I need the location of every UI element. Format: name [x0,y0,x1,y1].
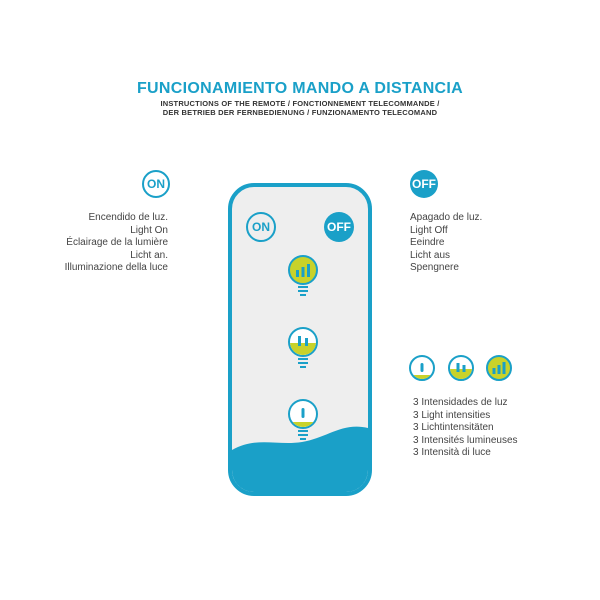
on-description-line: Éclairage de la lumière [66,237,168,248]
page-title: FUNCIONAMIENTO MANDO A DISTANCIA [136,80,464,97]
on-description-line: Light On [130,224,168,236]
remote-wave-decoration [232,422,368,492]
intensity-description-line: 3 Intensità di luce [413,447,491,458]
bulb-high-intensity-icon[interactable] [287,254,319,300]
off-legend-badge: OFF [410,170,438,198]
on-legend-badge: ON [142,170,170,198]
intensity-description-line: 3 Intensités lumineuses [413,434,518,446]
bulb-high-intensity-icon [485,354,513,382]
page-subtitle-line1: INSTRUCTIONS OF THE REMOTE / FONCTIONNEMENT TELECOMMANDE / [160,99,440,108]
remote-off-button[interactable]: OFF [324,212,354,242]
on-description [65,212,168,275]
bulb-medium-intensity-icon[interactable] [287,326,319,372]
off-description-line: Eeindre [410,237,445,248]
on-description-line: Encendido de luz. [88,212,168,223]
off-description [410,212,482,275]
page-subtitle-line2: DER BETRIEB DER FERNBEDIENUNG / FUNZIONAMENTO TELECOMAND [162,108,438,117]
on-description-line: Licht an. [130,249,168,261]
bulb-low-intensity-icon [408,354,436,382]
bulb-medium-intensity-icon [447,354,475,382]
intensity-description-line: 3 Intensidades de luz [413,397,508,408]
off-description-line: Apagado de luz. [410,212,483,223]
remote-control [228,183,372,496]
off-description-line: Light Off [410,224,448,236]
on-description-line: Illuminazione della luce [64,262,168,273]
off-description-line: Spengnere [410,262,459,273]
off-description-line: Licht aus [410,249,451,261]
remote-on-button[interactable]: ON [246,212,276,242]
intensity-description [413,397,518,460]
intensity-description-line: 3 Lichtintensitäten [413,422,494,433]
intensity-description-line: 3 Light intensities [413,409,491,421]
